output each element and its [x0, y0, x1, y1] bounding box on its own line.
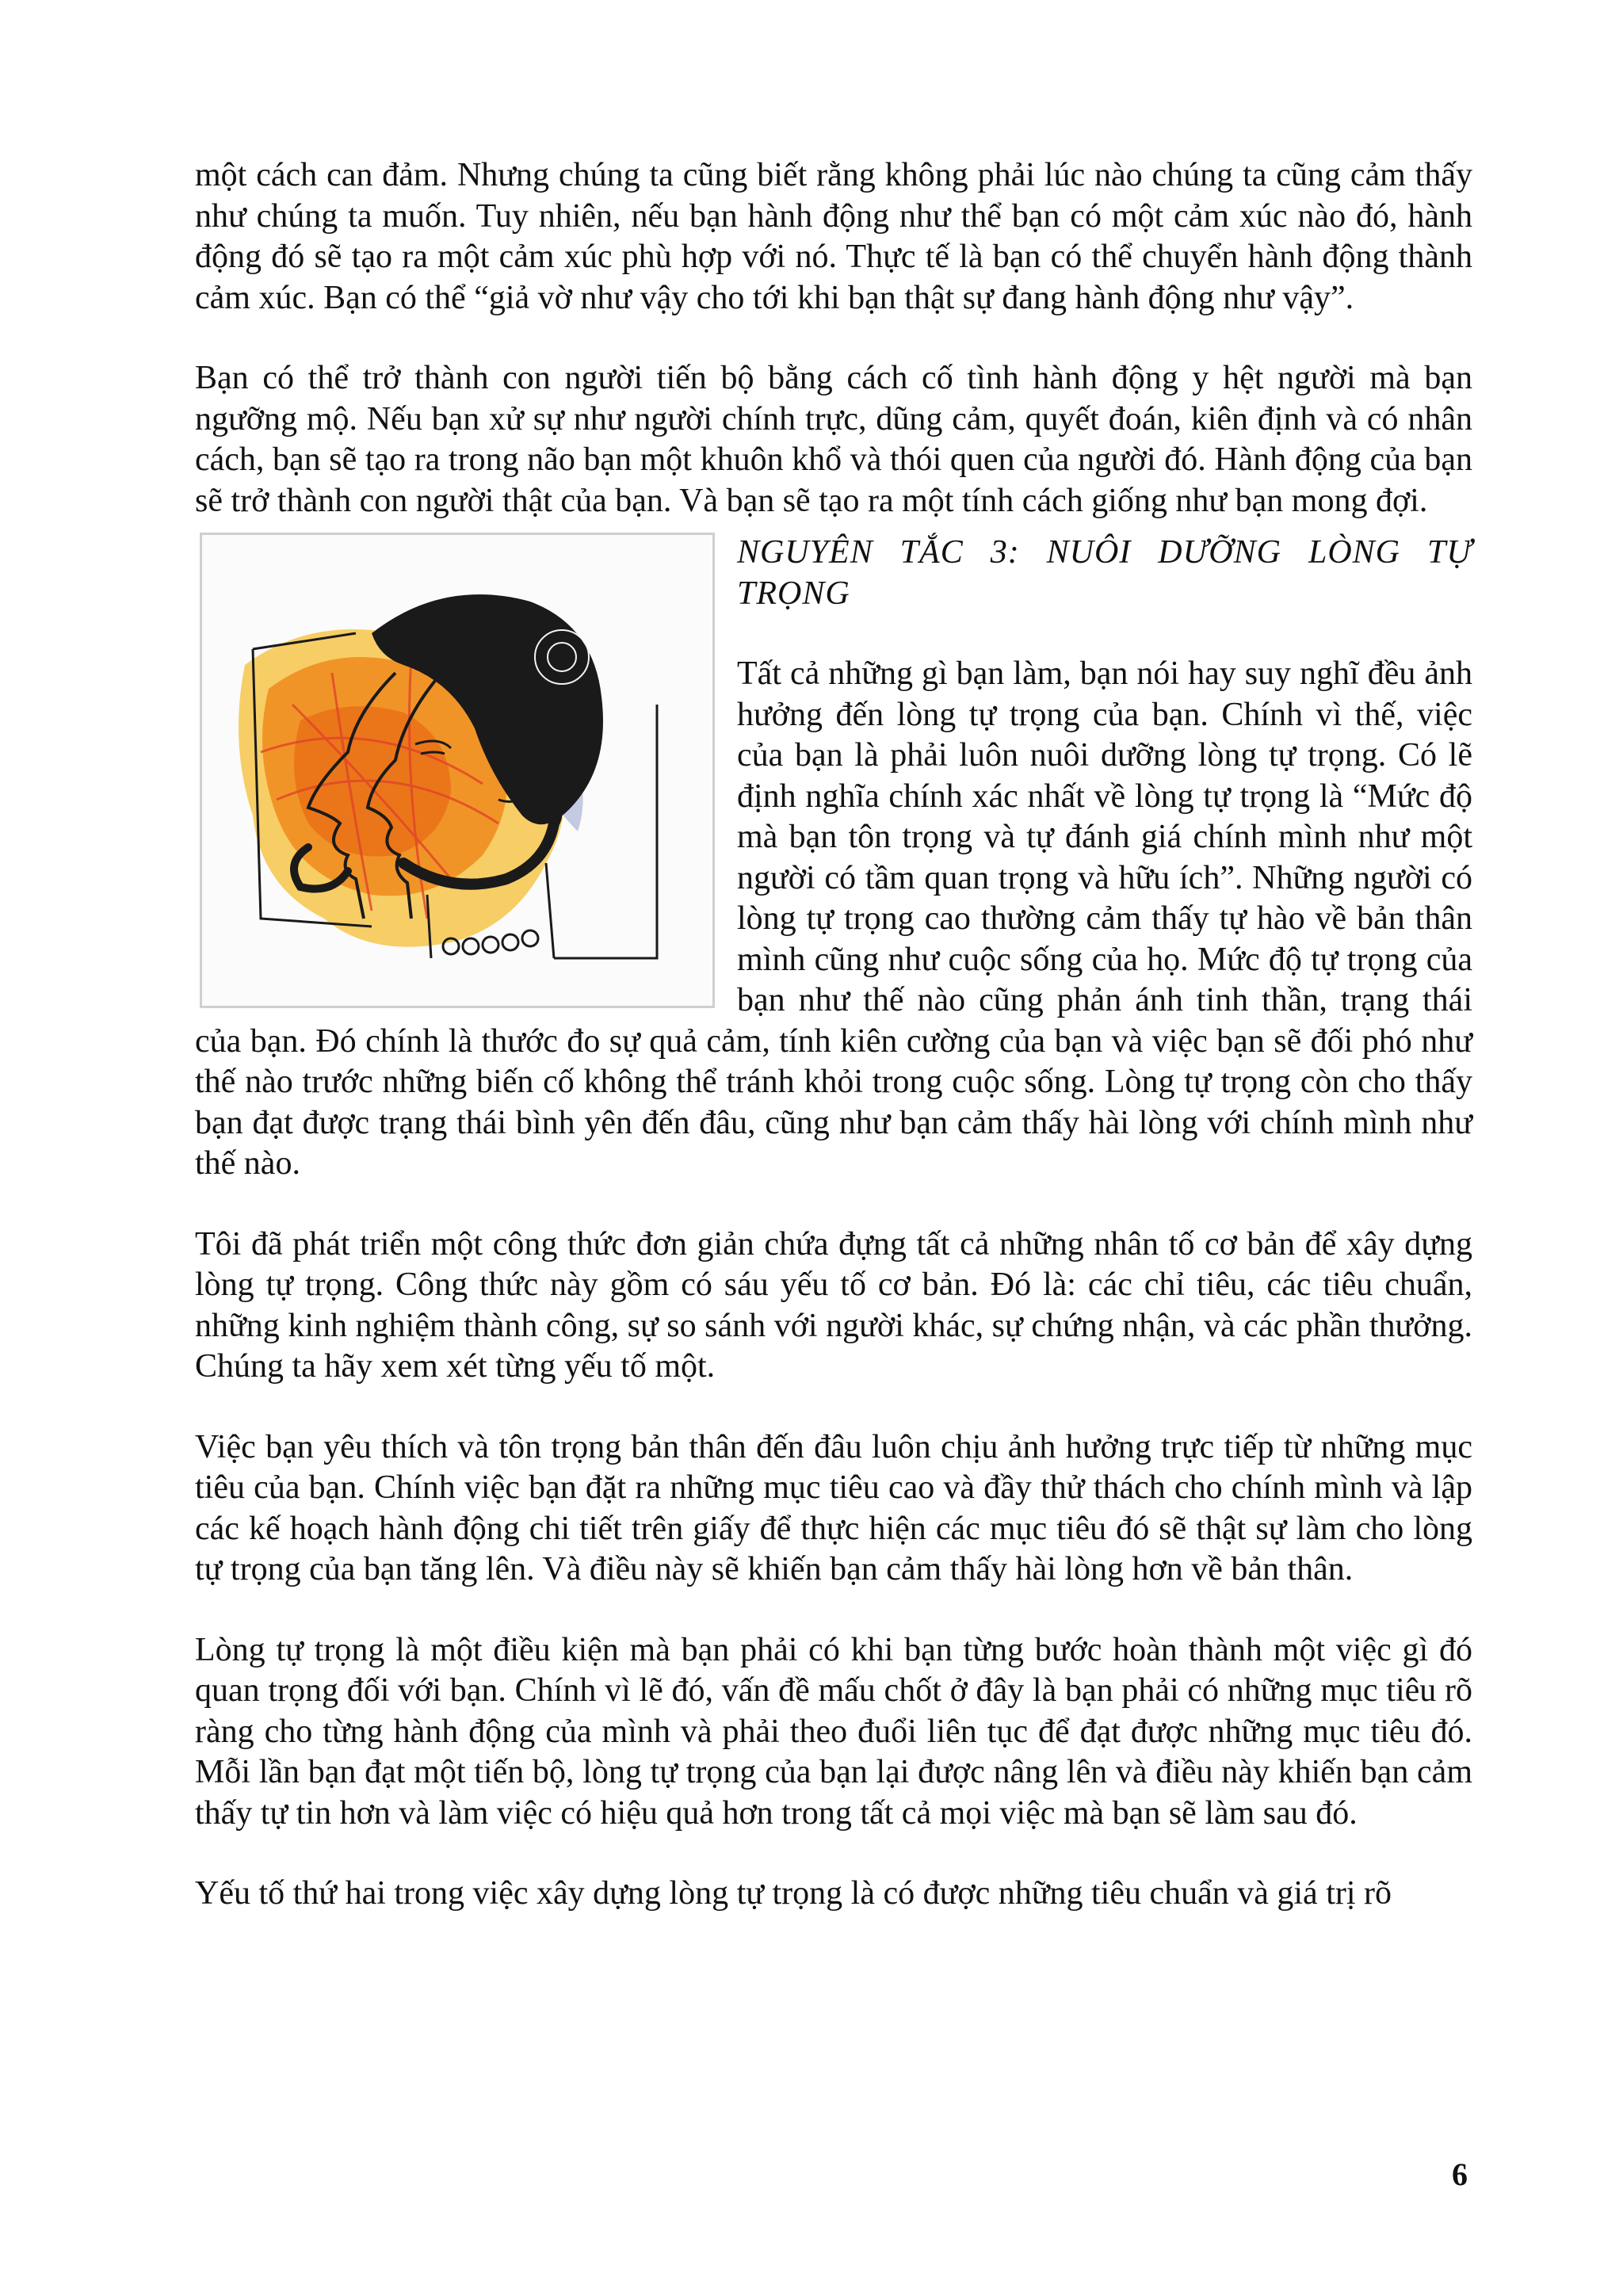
paragraph-formula: Tôi đã phát triển một công thức đơn giản chứa đựng tất cả những nhân tố cơ bản để xây dựng lòng tự trọng. Công thức này gồm có sáu yếu tố cơ bản. Đó là: các chỉ tiêu, các tiêu chuẩn, những kinh nghiệm thành công, sự so sánh với người khác, sự chứng nhận, và các phần thưởng. Chúng ta hãy xem xét từng yếu tố một. — [195, 1225, 1472, 1385]
section-heading: NGUYÊN TẮC 3: NUÔI DƯỠNG LÒNG TỰ TRỌNG — [737, 534, 1472, 612]
paragraph-goals: Việc bạn yêu thích và tôn trọng bản thân đến đâu luôn chịu ảnh hưởng trực tiếp từ những mục tiêu của bạn. Chính việc bạn đặt ra những mục tiêu cao và đầy thử thách cho chính mình và lập các kế hoạch hành động chi tiết trên giấy để thực hiện các mục tiêu đó sẽ thật sự làm cho lòng tự trọng của bạn tăng lên. Và điều này sẽ khiến bạn cảm thấy hài lòng hơn về bản thân. — [195, 1428, 1472, 1587]
paragraph-1: một cách can đảm. Nhưng chúng ta cũng biết rằng không phải lúc nào chúng ta cũng cảm thấy như chúng ta muốn. Tuy nhiên, nếu bạn hành động như thể bạn có một cảm xúc nào đó, hành động đó sẽ tạo ra một cảm xúc phù hợp với nó. Thực tế là bạn có thể chuyển hành động thành cảm xúc. Bạn có thể “giả vờ như vậy cho tới khi bạn thật sự đang hành động như vậy”. — [195, 157, 1472, 316]
paragraph-standards: Yếu tố thứ hai trong việc xây dựng lòng tự trọng là có được những tiêu chuẩn và giá trị rõ — [195, 1875, 1392, 1912]
page-number: 6 — [1452, 2157, 1468, 2192]
paragraph-self-esteem-definition: Tất cả những gì bạn làm, bạn nói hay suy nghĩ đều ảnh hưởng đến lòng tự trọng của bạn. Chính vì thế, việc của bạn là phải luôn nuôi dưỡng lòng tự trọng. Có lẽ định nghĩa chính xác nhất về lòng tự trọng là “Mức độ mà bạn tôn trọng và tự đánh giá chính mình như một người có tầm quan trọng và hữu ích”. Những người có lòng tự trọng cao thường cảm thấy tự hào về bản thân mình cũng như cuộc sống của họ. Mức độ tự trọng của bạn như thế nào cũng phản ánh tinh thần, trạng thái của bạn. Đó chính là thước đo sự quả cảm, tính kiên cường của bạn và việc bạn sẽ đối phó như thế nào trước những biến cố không thể tránh khỏi trong cuộc sống. Lòng tự trọng còn cho thấy bạn đạt được trạng thái bình yên đến đâu, cũng như bạn cảm thấy hài lòng với chính mình như thế nào. — [195, 655, 1472, 1182]
paragraph-2: Bạn có thể trở thành con người tiến bộ bằng cách cố tình hành động y hệt người mà bạn ngưỡng mộ. Nếu bạn xử sự như người chính trực, dũng cảm, quyết đoán, kiên định và có nhân cách, bạn sẽ tạo ra trong não bạn một khuôn khổ và thói quen của người đó. Hành động của bạn sẽ trở thành con người thật của bạn. Và bạn sẽ tạo ra một tính cách giống như bạn mong đợi. — [195, 360, 1472, 519]
page-content — [195, 155, 1472, 1954]
two-faces-sketch-illustration — [213, 546, 701, 995]
illustration-figure — [200, 533, 718, 1011]
text-after-figure — [195, 1224, 1472, 1915]
illustration-frame — [200, 533, 715, 1008]
paragraph-progress: Lòng tự trọng là một điều kiện mà bạn phải có khi bạn từng bước hoàn thành một việc gì đó quan trọng đối với bạn. Chính vì lẽ đó, vấn đề mấu chốt ở đây là bạn phải có những mục tiêu rõ ràng cho từng hành động của mình và phải theo đuổi liên tục để đạt được những mục tiêu đó. Mỗi lần bạn đạt một tiến bộ, lòng tự trọng của bạn lại được nâng lên và điều này khiến bạn cảm thấy tự tin hơn và làm việc có hiệu quả hơn trong tất cả mọi việc mà bạn sẽ làm sau đó. — [195, 1631, 1472, 1832]
